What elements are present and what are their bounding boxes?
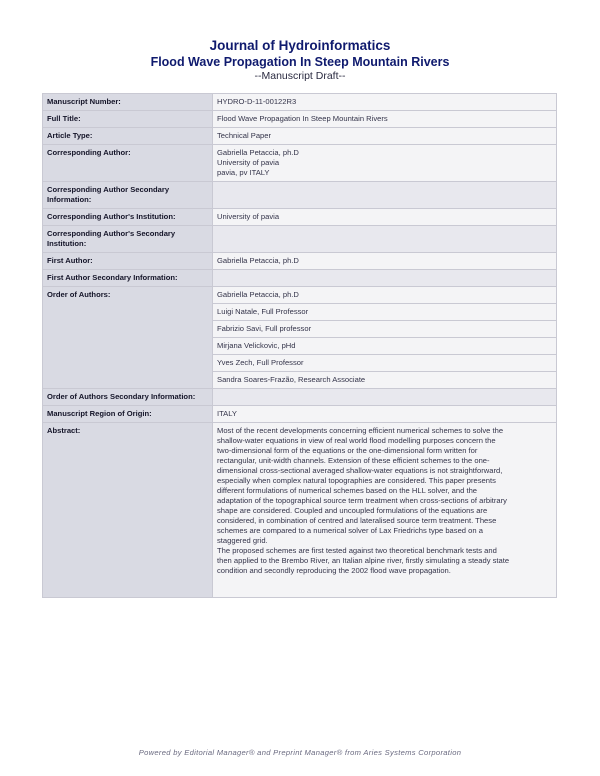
table-row xyxy=(43,209,557,226)
abstract-line: dimensional cross-sectional averaged shallow-water equations is not straightforward, xyxy=(217,466,503,475)
draft-label: --Manuscript Draft-- xyxy=(254,70,346,82)
abstract-line: shallow-water equations in view of real world flood modelling purposes concern the xyxy=(217,436,496,445)
field-label: First Author: xyxy=(43,253,213,270)
field-label: Full Title: xyxy=(43,111,213,128)
abstract-line: The proposed schemes are first tested against two theoretical benchmark tests and xyxy=(217,546,497,555)
table-row xyxy=(43,128,557,145)
field-label: Corresponding Author's Institution: xyxy=(43,209,213,226)
table-row xyxy=(43,145,557,182)
article-type-value: Technical Paper xyxy=(213,128,557,145)
abstract-line: rectangular, unit-width channels. Extension of these efficient schemes to the one- xyxy=(217,456,490,465)
table-row xyxy=(43,270,557,287)
field-label: First Author Secondary Information: xyxy=(43,270,213,287)
table-row xyxy=(43,423,557,598)
abstract-line: adaptation of the topographical source term treatment when cross-sections of arbitrary xyxy=(217,496,507,505)
abstract-line: condition and secondly reproducing the 2002 flood wave propagation. xyxy=(217,566,451,575)
abstract-line: Most of the recent developments concerning efficient numerical schemes to solve the xyxy=(217,426,504,435)
field-label: Abstract: xyxy=(43,423,213,598)
author-entry: Fabrizio Savi, Full professor xyxy=(213,321,557,338)
author-entry: Mirjana Velickovic, pHd xyxy=(213,338,557,355)
table-row xyxy=(43,94,557,111)
journal-name: Journal of Hydroinformatics xyxy=(209,38,391,53)
abstract-value xyxy=(213,423,557,598)
corresponding-author-value xyxy=(213,145,557,182)
corr-author-secondary-value xyxy=(213,182,557,209)
manuscript-number-value: HYDRO-D-11-00122R3 xyxy=(213,94,557,111)
abstract-line: staggered grid. xyxy=(217,536,268,545)
corr-author-institution-value: University of pavia xyxy=(213,209,557,226)
abstract-line: shape are considered. Coupled and uncoupled formulations of the equations are xyxy=(217,506,488,515)
corresponding-author-line: Gabriella Petaccia, ph.D xyxy=(217,148,299,157)
abstract-line: two-dimensional form of the equations or the one-dimensional form written for xyxy=(217,446,478,455)
abstract-line: especially when complex natural topographies are considered. This paper presents xyxy=(217,476,496,485)
abstract-line: different formulations of numerical schemes based on the HLL solver, and the xyxy=(217,486,478,495)
author-entry: Sandra Soares-Frazão, Research Associate xyxy=(213,372,557,389)
field-label: Article Type: xyxy=(43,128,213,145)
abstract-line: schemes are compared to a numerical solver of Lax Friedrichs type based on a xyxy=(217,526,483,535)
corresponding-author-line: pavia, pv ITALY xyxy=(217,168,270,177)
table-row xyxy=(43,406,557,423)
first-author-value: Gabriella Petaccia, ph.D xyxy=(213,253,557,270)
table-row xyxy=(43,287,557,304)
field-label: Corresponding Author: xyxy=(43,145,213,182)
field-label: Order of Authors Secondary Information: xyxy=(43,389,213,406)
first-author-secondary-value xyxy=(213,270,557,287)
field-label: Order of Authors: xyxy=(43,287,213,389)
table-row xyxy=(43,389,557,406)
author-entry: Luigi Natale, Full Professor xyxy=(213,304,557,321)
author-entry: Yves Zech, Full Professor xyxy=(213,355,557,372)
field-label: Manuscript Region of Origin: xyxy=(43,406,213,423)
author-entry: Gabriella Petaccia, ph.D xyxy=(213,287,557,304)
manuscript-title: Flood Wave Propagation In Steep Mountain Rivers xyxy=(150,55,450,69)
field-label: Manuscript Number: xyxy=(43,94,213,111)
field-label: Corresponding Author Secondary Information: xyxy=(43,182,213,209)
abstract-line: considered, in combination of centred and lateralised source term treatment. These xyxy=(217,516,497,525)
abstract-line: then applied to the Brembo River, an Italian alpine river, firstly simulating a steady state xyxy=(217,556,510,565)
footer-credit: Powered by Editorial Manager® and Preprint Manager® from Aries Systems Corporation xyxy=(138,748,462,757)
full-title-value: Flood Wave Propagation In Steep Mountain Rivers xyxy=(213,111,557,128)
table-row xyxy=(43,226,557,253)
corresponding-author-line: University of pavia xyxy=(217,158,280,167)
table-row xyxy=(43,182,557,209)
order-of-authors-secondary-value xyxy=(213,389,557,406)
manuscript-info-table xyxy=(42,93,557,598)
region-of-origin-value: ITALY xyxy=(213,406,557,423)
corr-author-secondary-institution-value xyxy=(213,226,557,253)
document-header xyxy=(0,37,600,83)
field-label: Corresponding Author's Secondary Institution: xyxy=(43,226,213,253)
table-row xyxy=(43,111,557,128)
table-row xyxy=(43,253,557,270)
